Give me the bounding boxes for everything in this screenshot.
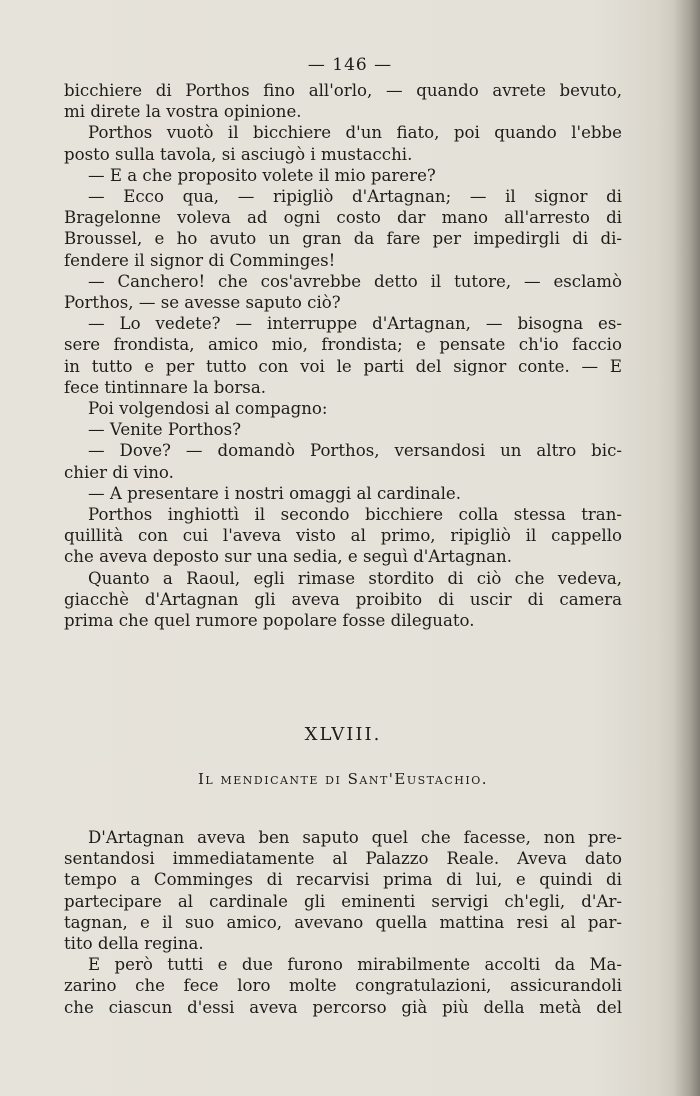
chapter-number: XLVIII. xyxy=(304,724,382,745)
text-line: bicchiere di Porthos fino all'orlo, — quando avrete bevuto, xyxy=(64,81,622,100)
text-line: tagnan, e il suo amico, avevano quella mattina resi al par- xyxy=(64,912,622,932)
text-line: prima che quel rumore popolare fosse dileguato. xyxy=(64,611,475,631)
text-line: chier di vino. xyxy=(64,462,174,482)
chapter-title: Il mendicante di Sant'Eustachio. xyxy=(197,770,488,788)
text-line: tito della regina. xyxy=(64,934,204,954)
text-line: — E a che proposito volete il mio parere? xyxy=(88,165,436,185)
text-line: Broussel, e ho avuto un gran da fare per impedirgli di di- xyxy=(64,229,622,249)
text-line: posto sulla tavola, si asciugò i mustacchi. xyxy=(64,144,413,164)
page-number: — 146 — xyxy=(307,55,393,75)
text-line: tempo a Comminges di recarvisi prima di lui, e quindi di xyxy=(64,870,622,890)
text-line: sere frondista, amico mio, frondista; e pensate ch'io faccio xyxy=(64,335,622,355)
text-line: partecipare al cardinale gli eminenti servigi ch'egli, d'Ar- xyxy=(64,891,622,911)
text-line: quillità con cui l'aveva visto al primo, ripigliò il cappello xyxy=(64,526,622,546)
text-line: — Lo vedete? — interruppe d'Artagnan, — bisogna es- xyxy=(88,314,622,334)
text-line: che ciascun d'essi aveva percorso già più della metà del xyxy=(64,997,622,1017)
text-block-top xyxy=(64,80,622,631)
text-line: — Venite Porthos? xyxy=(88,420,242,440)
text-line: zarino che fece loro molte congratulazioni, assicurandoli xyxy=(64,976,622,996)
text-line: giacchè d'Artagnan gli aveva proibito di uscir di camera xyxy=(64,589,622,609)
text-block-bottom xyxy=(64,827,622,1018)
text-line: mi direte la vostra opinione. xyxy=(64,102,302,122)
text-line: fece tintinnare la borsa. xyxy=(64,377,266,397)
text-line: in tutto e per tutto con voi le parti del signor conte. — E xyxy=(64,356,622,376)
text-line: — Dove? — domandò Porthos, versandosi un altro bic- xyxy=(88,441,622,461)
text-line: Poi volgendosi al compagno: xyxy=(88,399,328,419)
text-line: — A presentare i nostri omaggi al cardinale. xyxy=(88,483,462,503)
text-line: Bragelonne voleva ad ogni costo dar mano all'arresto di xyxy=(64,208,622,228)
text-line: D'Artagnan aveva ben saputo quel che facesse, non pre- xyxy=(88,828,622,847)
text-line: — Ecco qua, — ripigliò d'Artagnan; — il signor di xyxy=(88,187,622,207)
text-line: Quanto a Raoul, egli rimase stordito di ciò che vedeva, xyxy=(88,568,622,588)
text-line: — Canchero! che cos'avrebbe detto il tutore, — esclamò xyxy=(88,271,622,291)
text-line: sentandosi immediatamente al Palazzo Reale. Aveva dato xyxy=(64,849,622,869)
text-line: Porthos, — se avesse saputo ciò? xyxy=(64,293,341,313)
text-line: Porthos vuotò il bicchiere d'un fiato, poi quando l'ebbe xyxy=(88,123,622,143)
text-line: fendere il signor di Comminges! xyxy=(64,250,336,270)
text-line: Porthos inghiottì il secondo bicchiere colla stessa tran- xyxy=(88,505,622,525)
text-line: E però tutti e due furono mirabilmente accolti da Ma- xyxy=(88,955,622,975)
page-edge-shadow xyxy=(674,0,700,1096)
text-line: che aveva deposto sur una sedia, e seguì d'Artagnan. xyxy=(64,547,513,567)
